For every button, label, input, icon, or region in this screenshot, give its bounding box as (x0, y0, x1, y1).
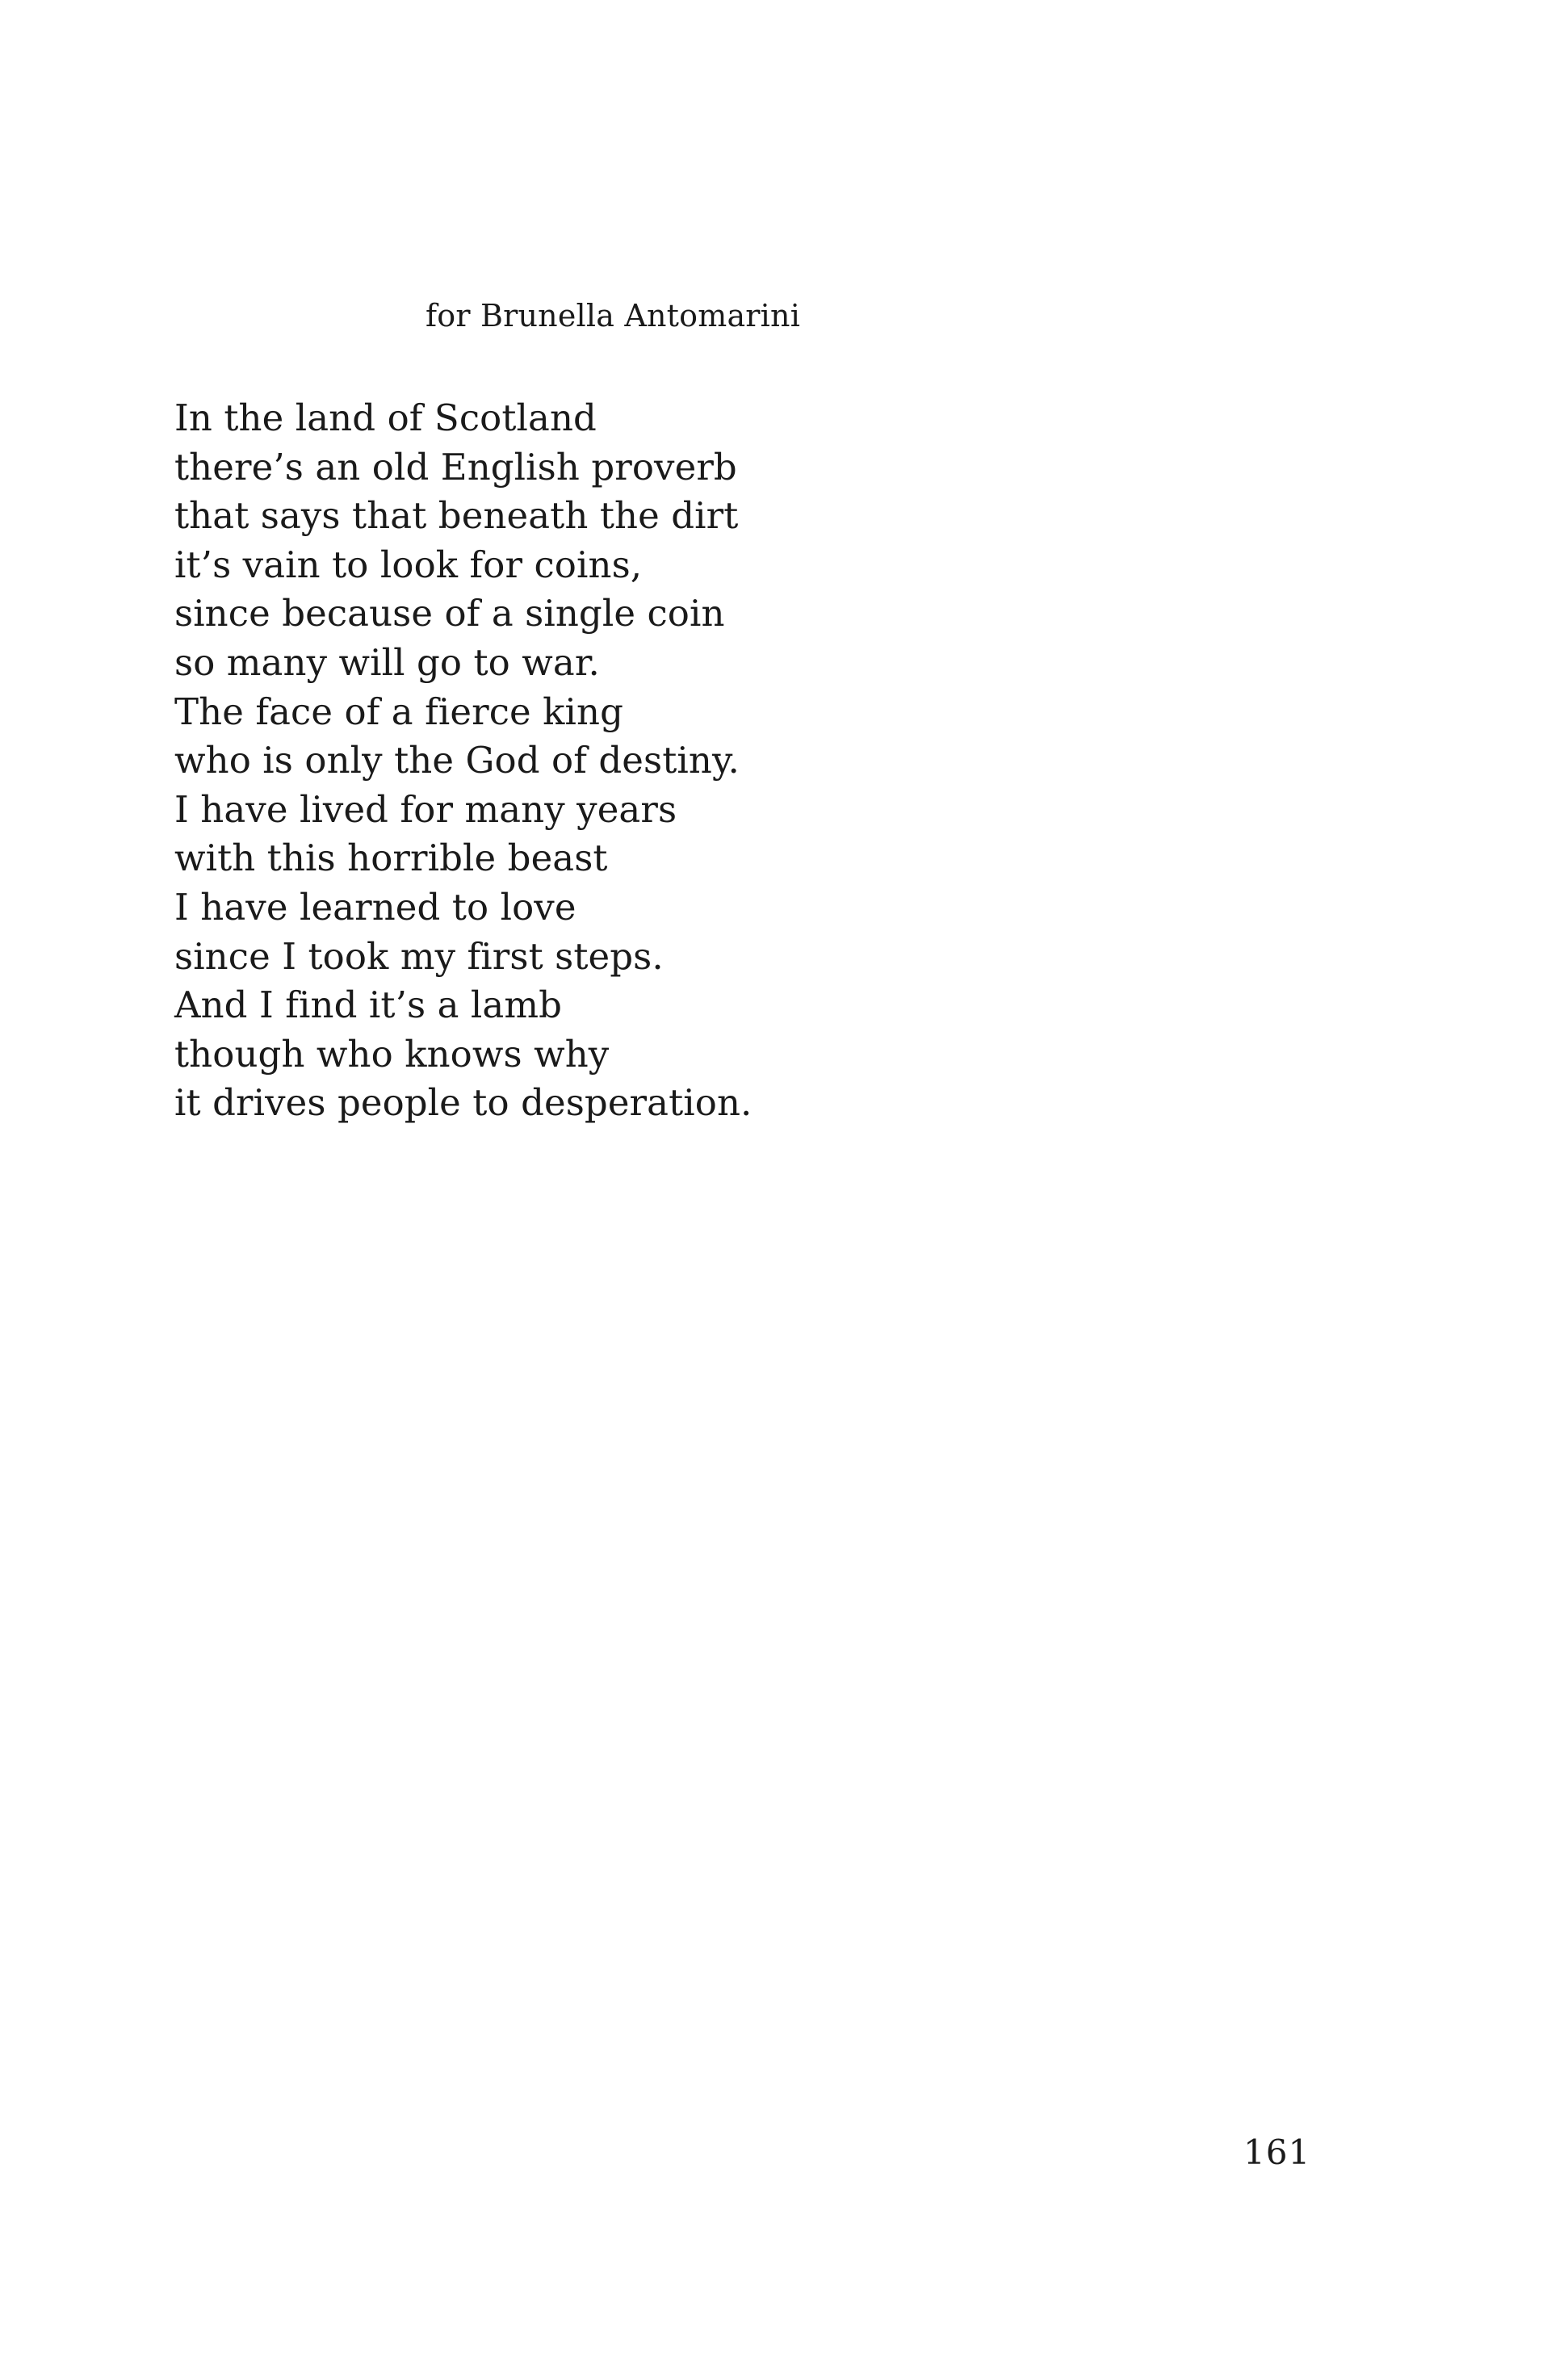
poem-line: that says that beneath the dirt (174, 494, 739, 538)
poem-line: since because of a single coin (174, 592, 725, 635)
poem-line: I have lived for many years (174, 787, 677, 831)
poem-line: who is only the God of destiny. (174, 739, 740, 782)
poem-line: with this horrible beast (174, 837, 608, 880)
poem-body (174, 394, 752, 1128)
poem-line: And I find it’s a lamb (174, 983, 563, 1027)
dedication: for Brunella Antomarini (426, 298, 801, 333)
poem-line: In the land of Scotland (174, 396, 597, 439)
poem-line: there’s an old English proverb (174, 445, 737, 489)
poem-line: though who knows why (174, 1032, 610, 1076)
poem-line: it’s vain to look for coins, (174, 543, 643, 586)
poem-line: so many will go to war. (174, 640, 600, 684)
poem-line: I have learned to love (174, 885, 576, 929)
poem-line: The face of a fierce king (174, 690, 624, 733)
page-number: 161 (1243, 2132, 1311, 2172)
poem-line: it drives people to desperation. (174, 1081, 753, 1125)
poem-line: since I took my first steps. (174, 934, 664, 978)
